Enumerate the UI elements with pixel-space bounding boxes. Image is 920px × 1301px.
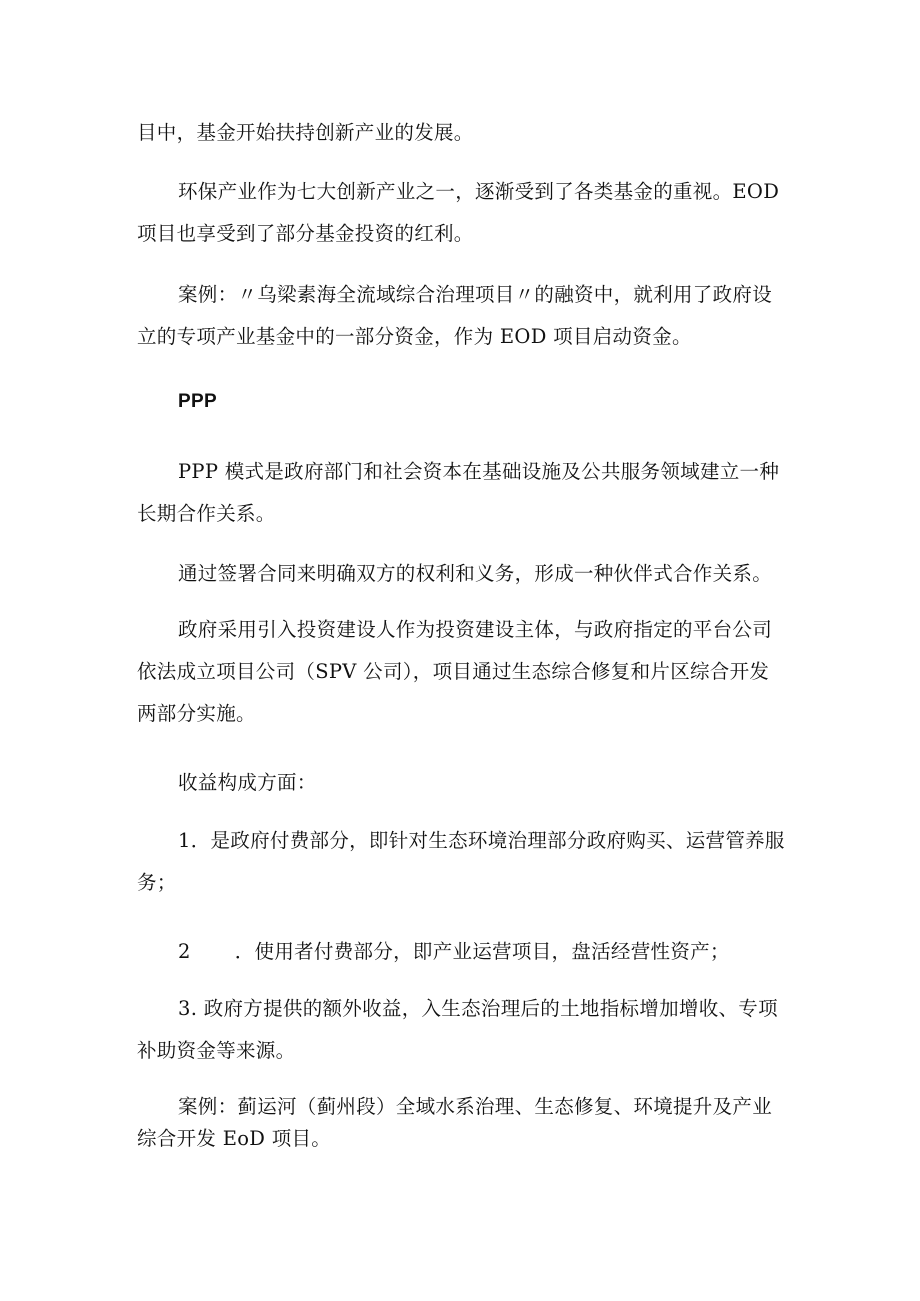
text-line: 政府采用引入投资建设人作为投资建设主体，与政府指定的平台公司 xyxy=(178,618,773,641)
paragraph-contract xyxy=(137,553,789,595)
text-line: 补助资金等来源。 xyxy=(137,1039,296,1062)
text-line: 通过签署合同来明确双方的权利和义务，形成一种伙伴式合作关系。 xyxy=(178,562,773,585)
text-line: 案例：蓟运河（蓟州段）全域水系治理、生态修复、环境提升及产业 xyxy=(178,1095,773,1118)
text-line: 收益构成方面： xyxy=(178,771,317,794)
text-line: 环保产业作为七大创新产业之一，逐渐受到了各类基金的重视。EOD xyxy=(178,180,780,203)
list-number: 1 xyxy=(178,829,191,852)
text-line: 案例：〃乌梁素海全流域综合治理项目〃的融资中，就利用了政府设 xyxy=(178,283,773,306)
text-line: 目中，基金开始扶持创新产业的发展。 xyxy=(137,121,474,144)
list-text: ．是政府付费部分，即针对生态环境治理部分政府购买、运营管养服 xyxy=(190,829,785,852)
text-line: 务； xyxy=(137,871,177,894)
text-line: 依法成立项目公司（SPV 公司），项目通过生态综合修复和片区综合开发 xyxy=(137,660,770,683)
text-line: 长期合作关系。 xyxy=(137,502,276,525)
text-line xyxy=(137,931,789,973)
paragraph-fund-support xyxy=(137,112,789,154)
list-item-1 xyxy=(137,820,789,904)
list-item-3 xyxy=(137,988,789,1072)
paragraph-environmental-industry xyxy=(137,171,789,255)
text-line: 两部分实施。 xyxy=(137,702,256,725)
paragraph-spv xyxy=(137,609,789,735)
text-line: 3. 政府方提供的额外收益，入生态治理后的土地指标增加增收、专项 xyxy=(178,997,778,1020)
text-line xyxy=(137,820,789,862)
text-line: PPP 模式是政府部门和社会资本在基础设施及公共服务领域建立一种 xyxy=(178,460,780,483)
paragraph-ppp-definition xyxy=(137,451,789,535)
paragraph-case-wuliangsuhai xyxy=(137,274,789,358)
section-heading-ppp xyxy=(137,381,789,423)
paragraph-case-jiyun-river xyxy=(137,1091,789,1155)
list-text: ．使用者付费部分，即产业运营项目，盘活经营性资产； xyxy=(234,940,730,963)
text-line: 综合开发 EoD 项目。 xyxy=(137,1127,332,1150)
heading-text: PPP xyxy=(178,391,217,412)
paragraph-revenue-heading xyxy=(137,762,789,804)
text-line: 项目也享受到了部分基金投资的红利。 xyxy=(137,222,474,245)
list-item-2 xyxy=(137,931,789,973)
list-number: 2 xyxy=(178,940,191,963)
text-line: 立的专项产业基金中的一部分资金，作为 EOD 项目启动资金。 xyxy=(137,325,692,348)
